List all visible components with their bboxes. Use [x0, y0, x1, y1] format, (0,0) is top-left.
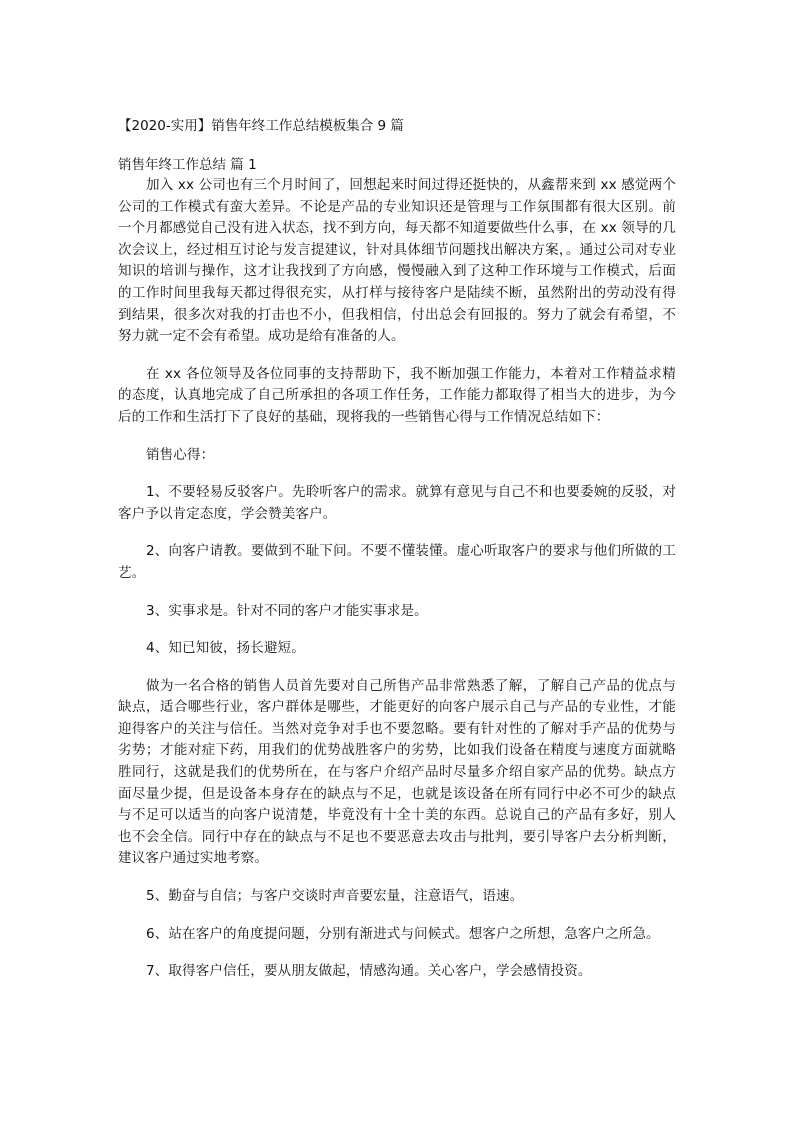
tip-item-7: 7、取得客户信任，要从朋友做起，情感沟通。关心客户，学会感情投资。: [146, 963, 592, 980]
tip-item-3: 3、实事求是。针对不同的客户才能实事求是。: [146, 602, 428, 619]
tip-item-4: 4、知已知彼，扬长避短。: [146, 640, 305, 657]
tip-item-5: 5、勤奋与自信；与客户交谈时声音要宏量，注意语气，语速。: [146, 888, 524, 905]
document-page: [118, 116, 676, 983]
paragraph-intro: 加入 xx 公司也有三个月时间了，回想起来时间过得还挺快的，从鑫帮来到 xx 感觉两个公司的工作模式有蛮大差异。不论是产品的专业知识还是管理与工作氛围都有很大区别。前一个月都感觉自己没有进入状态，找不到方向，每天都不知道要做些什么事，在 xx 领导的几次会议上，经过相互讨论与发言提建议，针对具体细节问题找出解决方案，。通过公司对专业知识的培训与操作，这才让我找到了方向感，慢慢融入到了这种工作环境与工作模式，后面的工作时间里我每天都过得很充实，从打样与接待客户是陆续不断，虽然附出的劳动没有得到结果，很多次对我的打击也不小，但我相信，付出总会有回报的。努力了就会有希望，不努力就一定不会有希望。成功是给有准备的人。: [118, 177, 676, 345]
tip-item-6: 6、站在客户的角度提问题，分别有渐进式与问候式。想客户之所想，急客户之所急。: [146, 925, 660, 942]
paragraph-product-knowledge: 做为一名合格的销售人员首先要对自己所售产品非常熟悉了解，了解自己产品的优点与缺点，适合哪些行业，客户群体是哪些，才能更好的向客户展示自己与产品的专业性，才能迎得客户的关注与信任。当然对竞争对手也不要忽略。要有针对性的了解对手产品的优势与劣势；才能对症下药，用我们的优势战胜客户的劣势，比如我们设备在精度与速度方面就略胜同行，这就是我们的优势所在，在与客户介绍产品时尽量多介绍自家产品的优势。缺点方面尽量少提，但是设备本身存在的缺点与不足，也就是该设备在所有同行中必不可少的缺点与不足可以适当的向客户说清楚，毕竟没有十全十美的东西。总说自己的产品有多好，别人也不会全信。同行中存在的缺点与不足也不要恶意去攻击与批判，要引导客户去分析判断，建议客户通过实地考察。: [118, 677, 676, 867]
paragraph-summary: 在 xx 各位领导及各位同事的支持帮助下，我不断加强工作能力，本着对工作精益求精的态度，认真地完成了自己所承担的各项工作任务，工作能力都取得了相当大的进步，为今后的工作和生活打下了良好的基础，现将我的一些销售心得与工作情况总结如下：: [118, 365, 676, 425]
document-title: 【2020-实用】销售年终工作总结模板集合 9 篇: [118, 118, 404, 134]
section-title: 销售年终工作总结 篇 1: [118, 157, 257, 173]
tip-item-1: 1、不要轻易反驳客户。先聆听客户的需求。就算有意见与自己不和也要委婉的反驳，对客户予以肯定态度，学会赞美客户。: [118, 484, 676, 522]
tip-item-2: 2、向客户请教。要做到不耻下问。不要不懂装懂。虚心听取客户的要求与他们所做的工艺。: [118, 543, 676, 581]
paragraph-sales-tips-heading: 销售心得：: [146, 446, 215, 463]
